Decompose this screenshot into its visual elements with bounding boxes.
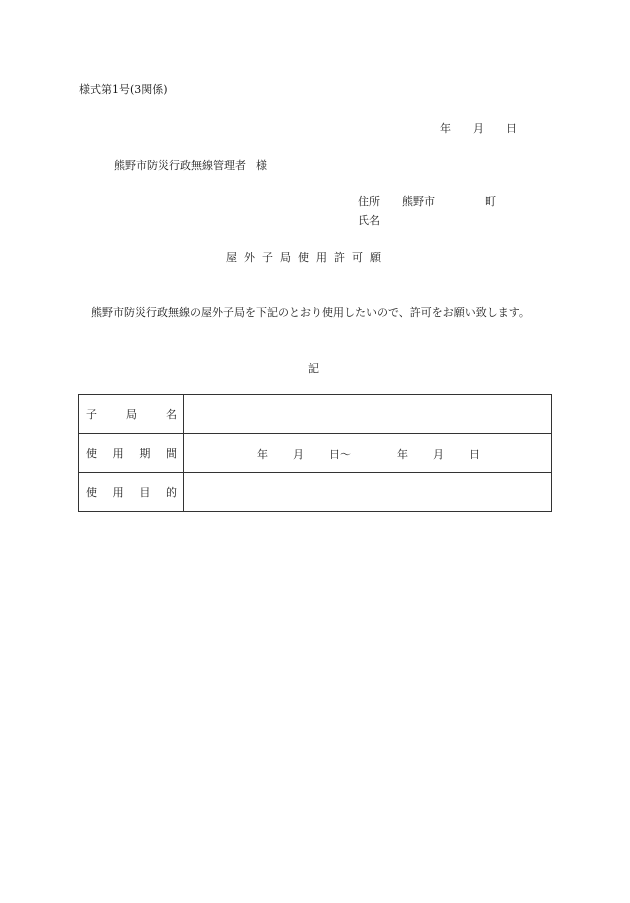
label-char: 名 bbox=[166, 408, 177, 421]
period-end-day: 日 bbox=[469, 448, 480, 461]
period-end-year: 年 bbox=[397, 448, 408, 461]
form-title: 屋外子局使用許可願 bbox=[226, 251, 388, 264]
record-table bbox=[78, 394, 552, 512]
recipient-name: 熊野市防災行政無線管理者 bbox=[114, 159, 246, 172]
recipient-line bbox=[114, 157, 267, 173]
label-char: 的 bbox=[165, 486, 177, 499]
period-end-month: 月 bbox=[433, 448, 444, 461]
label-char: 使 bbox=[86, 486, 97, 499]
date-day: 日 bbox=[506, 122, 517, 135]
label-char: 間 bbox=[165, 447, 177, 460]
applicant-address-row bbox=[358, 193, 496, 209]
label-char: 用 bbox=[112, 447, 124, 460]
period-start-day: 日〜 bbox=[329, 448, 351, 461]
label-char: 期 bbox=[139, 447, 151, 460]
purpose-field[interactable] bbox=[184, 473, 552, 512]
label-station-name bbox=[79, 395, 184, 434]
period-field[interactable] bbox=[184, 434, 552, 473]
label-char: 局 bbox=[126, 408, 137, 421]
table-row-period bbox=[79, 434, 552, 473]
date-month: 月 bbox=[473, 122, 484, 135]
period-start-year: 年 bbox=[257, 448, 268, 461]
label-char: 用 bbox=[112, 486, 124, 499]
address-town: 町 bbox=[485, 195, 496, 208]
form-number: 様式第1号(3関係) bbox=[79, 83, 168, 96]
date-line bbox=[440, 120, 517, 136]
body-text: 熊野市防災行政無線の屋外子局を下記のとおり使用したいので、許可をお願い致します。 bbox=[91, 306, 530, 319]
station-name-field[interactable] bbox=[184, 395, 552, 434]
name-label: 氏名 bbox=[358, 214, 380, 227]
address-city: 熊野市 bbox=[402, 195, 435, 208]
label-char: 子 bbox=[86, 408, 97, 421]
table-row-station-name bbox=[79, 395, 552, 434]
applicant-name-row bbox=[358, 212, 380, 228]
label-char: 目 bbox=[139, 486, 151, 499]
recipient-honorific: 様 bbox=[256, 159, 267, 172]
label-purpose bbox=[79, 473, 184, 512]
label-period bbox=[79, 434, 184, 473]
address-label: 住所 bbox=[358, 195, 380, 208]
label-char: 使 bbox=[86, 447, 97, 460]
table-row-purpose bbox=[79, 473, 552, 512]
ki-heading: 記 bbox=[308, 362, 319, 375]
date-year: 年 bbox=[440, 122, 451, 135]
period-start-month: 月 bbox=[293, 448, 304, 461]
